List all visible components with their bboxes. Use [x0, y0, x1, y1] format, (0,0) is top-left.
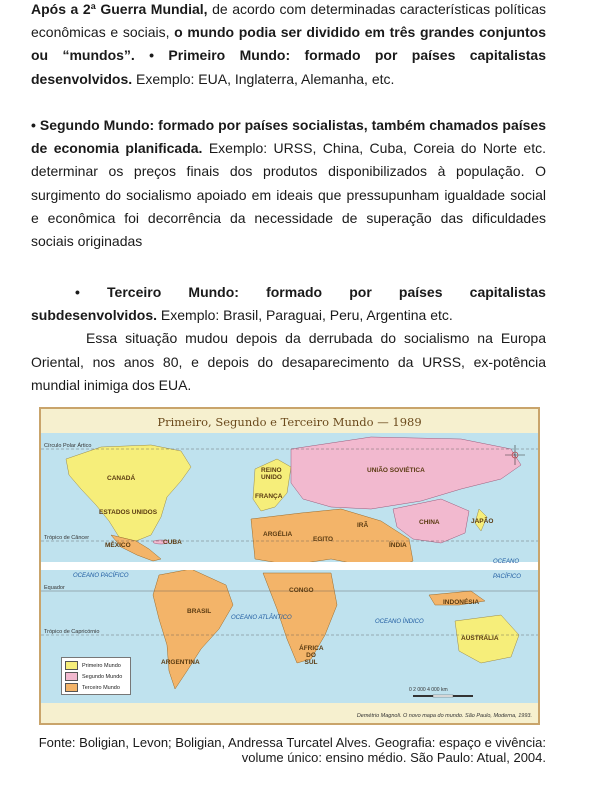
- ocean-label: OCEANO: [493, 559, 520, 565]
- country-label: FRANÇA: [255, 493, 283, 500]
- country-label: ARGÉLIA: [263, 531, 293, 538]
- legend-label: Segundo Mundo: [82, 673, 123, 680]
- country-label: REINO UNIDO: [261, 467, 282, 481]
- ocean-label: OCEANO PACÍFICO: [73, 573, 129, 579]
- heading-word: formado: [266, 284, 323, 300]
- country-label: JAPÃO: [471, 518, 494, 525]
- tropic-capricorn-label: Trópico de Capricórnio: [44, 629, 100, 635]
- country-label: EGITO: [313, 536, 334, 543]
- legend-item: [65, 660, 127, 671]
- second-world-text: Exemplo: URSS, China, Cuba, Coreia do Norte etc. determinar os preços finais dos produtos disponibilizados à população. O surgimento do socialismo apoiado em ideais que pressupunham igualdade social e econômica foi decorrência da necessidade de superação das dificuldades sociais originadas: [31, 140, 546, 250]
- heading-word: capitalistas: [469, 284, 546, 300]
- country-label: CONGO: [289, 587, 314, 594]
- legend-label: Terceiro Mundo: [82, 684, 120, 691]
- country-label: ÍNDIA: [389, 542, 407, 549]
- ocean-label: OCEANO ÍNDICO: [375, 619, 424, 625]
- country-label: ARGENTINA: [161, 659, 200, 666]
- country-label: AUSTRÁLIA: [461, 635, 499, 642]
- third-world-bold: subdesenvolvidos.: [31, 307, 158, 324]
- country-label: CANADÁ: [107, 475, 136, 482]
- country-label: INDONÉSIA: [443, 599, 480, 606]
- legend-item: [65, 682, 127, 693]
- country-label: CUBA: [163, 539, 182, 546]
- tropic-cancer-label: Trópico de Câncer: [44, 535, 90, 541]
- map-gap: [41, 562, 538, 570]
- country-label: MÉXICO: [105, 542, 131, 549]
- ocean-label: PACÍFICO: [493, 574, 521, 580]
- heading-word: Terceiro: [107, 284, 162, 300]
- intro-bold-2: o mundo podia ser dividido em três grandes conjuntos ou “mundos”. • Primeiro Mundo: formado por países capitalistas desenvolvidos.: [31, 24, 546, 87]
- intro-text-2: Exemplo: EUA, Inglaterra, Alemanha, etc.: [132, 70, 395, 87]
- equator-label: Equador: [44, 585, 65, 591]
- third-world-heading-line: [31, 281, 546, 304]
- map-title: Primeiro, Segundo e Terceiro Mundo — 1989: [157, 415, 422, 429]
- arctic-circle-label: Círculo Polar Ártico: [44, 443, 92, 449]
- country-label: ESTADOS UNIDOS: [99, 509, 158, 516]
- heading-word: Mundo:: [188, 284, 239, 300]
- paragraph-intro: [31, 0, 546, 91]
- ocean-label: OCEANO ATLÂNTICO: [231, 615, 292, 621]
- third-world-example: Exemplo: Brasil, Paraguai, Peru, Argentina etc.: [157, 307, 453, 324]
- map-legend: [61, 657, 131, 695]
- paragraph-second-world: [31, 114, 546, 253]
- legend-item: [65, 671, 127, 682]
- paragraph-third-world: [31, 281, 546, 397]
- legend-swatch: [65, 672, 78, 681]
- heading-word: países: [398, 284, 443, 300]
- scale-bar: [413, 695, 473, 697]
- source-citation: Fonte: Boligian, Levon; Boligian, Andressa Turcatel Alves. Geografia: espaço e vivência: volume único: ensino médio. São Paulo: Atual, 2004.: [38, 735, 546, 765]
- country-label: UNIÃO SOVIÉTICA: [367, 467, 425, 474]
- country-label: CHINA: [419, 519, 440, 526]
- heading-word: por: [349, 284, 372, 300]
- legend-swatch: [65, 661, 78, 670]
- world-map: [39, 407, 540, 725]
- intro-text-1: de acordo com determinadas características políticas econômicas e sociais,: [31, 1, 546, 41]
- second-world-heading: • Segundo Mundo: formado por países socialistas, também chamados países de economia planificada.: [31, 117, 546, 157]
- country-label: BRASIL: [187, 608, 212, 615]
- bullet: •: [75, 284, 80, 300]
- map-credit: Demétrio Magnoli. O novo mapa do mundo. São Paulo, Moderna, 1993.: [356, 713, 532, 719]
- third-world-closing: Essa situação mudou depois da derrubada do socialismo na Europa Oriental, nos anos 80, e depois do desaparecimento da URSS, ex-potência mundial inimiga dos EUA.: [31, 330, 546, 393]
- scale-label: 0 2 000 4 000 km: [409, 687, 448, 693]
- country-label: IRÃ: [357, 522, 369, 529]
- legend-label: Primeiro Mundo: [82, 662, 121, 669]
- legend-swatch: [65, 683, 78, 692]
- country-label: ÁFRICA DO SUL: [299, 645, 324, 666]
- third-world-example-line: [31, 304, 546, 327]
- intro-bold-1: Após a 2ª Guerra Mundial,: [31, 1, 208, 17]
